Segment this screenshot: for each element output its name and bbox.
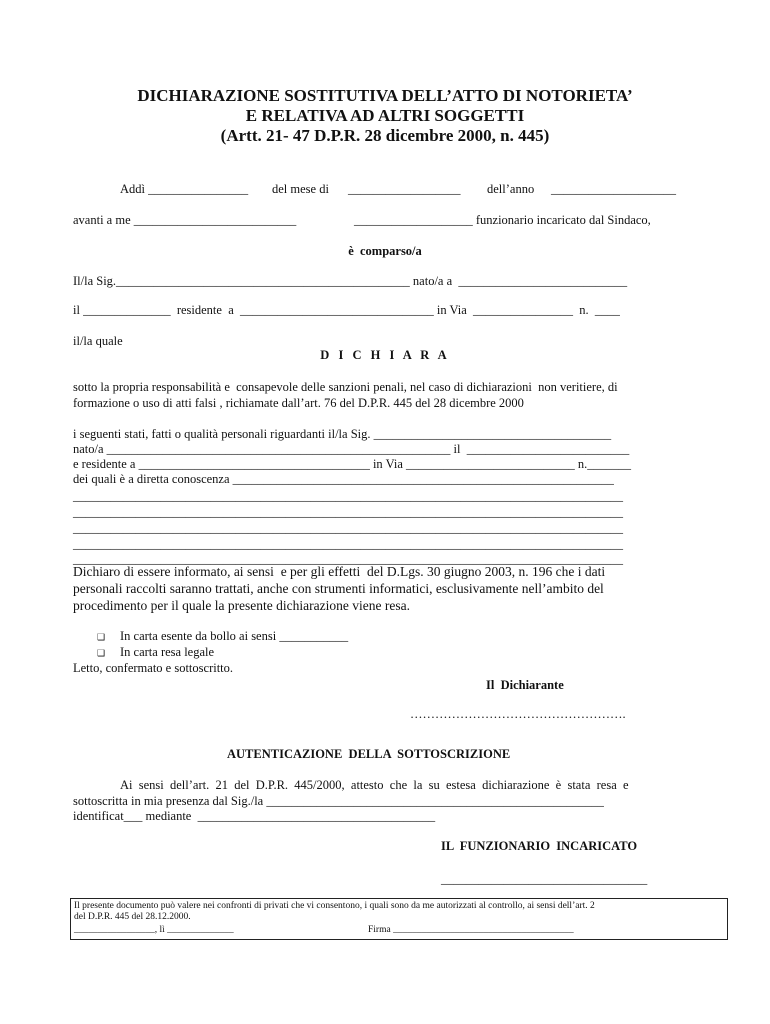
autenticazione-line1: Ai sensi dell’art. 21 del D.P.R. 445/2000, attesto che la su estesa dichiarazione è stata resa e: [120, 778, 629, 792]
autenticazione-line3: identificat___ mediante ______________________________________: [73, 809, 436, 823]
blank-line: ________________________________________________________________________________________: [73, 489, 623, 503]
addi-field: Addì ________________: [120, 182, 249, 196]
footer-line2: del D.P.R. 445 del 28.12.2000.: [74, 912, 191, 922]
stati-line1: i seguenti stati, fatti o qualità personali riguardanti il/la Sig. ______________________________________: [73, 427, 612, 441]
blank-line: ________________________________________________________________________________________: [73, 521, 623, 535]
dichiara-heading: D I C H I A R A: [320, 348, 450, 362]
funzionario-signature-line: _________________________________: [441, 872, 648, 886]
funzionario-label: IL FUNZIONARIO INCARICATO: [441, 839, 638, 853]
sig-nato-line: Il/la Sig._______________________________________________ nato/a a ___________________________: [73, 274, 628, 288]
privacy-line2: personali raccolti saranno trattati, anche con strumenti informatici, esclusivamente nell’ambito del: [73, 581, 604, 596]
il-la-quale: il/la quale: [73, 334, 123, 348]
privacy-line1: Dichiaro di essere informato, ai sensi e per gli effetti del D.Lgs. 30 giugno 2003, n. 196 che i dati: [73, 564, 606, 579]
autenticazione-line2: sottoscritta in mia presenza dal Sig./la ______________________________________________________: [73, 794, 604, 808]
mese-blank: __________________: [348, 182, 461, 196]
autenticazione-title: AUTENTICAZIONE DELLA SOTTOSCRIZIONE: [227, 747, 511, 761]
checkbox-icon[interactable]: ❑: [97, 648, 106, 658]
blank-line: ________________________________________________________________________________________: [73, 537, 623, 551]
footer-line1: Il presente documento può valere nei confronti di privati che vi consentono, i quali sono da me autorizzati al controllo, ai sensi dell’art. 2: [74, 901, 595, 911]
option-bollo: In carta esente da bollo ai sensi ___________: [120, 629, 349, 643]
doc-title-line1: DICHIARAZIONE SOSTITUTIVA DELL’ATTO DI NOTORIETA’: [137, 86, 633, 105]
footer-firma: Firma ______________________________________: [368, 925, 574, 935]
anno-label: dell’anno: [487, 182, 535, 196]
stati-line3: e residente a _____________________________________ in Via ___________________________ n._______: [73, 457, 632, 471]
stati-line2: nato/a _______________________________________________________ il __________________________: [73, 442, 630, 456]
funzionario-field: ___________________ funzionario incaricato dal Sindaco,: [354, 213, 651, 227]
mese-label: del mese di: [272, 182, 329, 196]
dichiarante-label: Il Dichiarante: [486, 678, 564, 692]
privacy-line3: procedimento per il quale la presente dichiarazione viene resa.: [73, 598, 410, 613]
dichiarante-signature-line: …………………………………………….: [410, 707, 626, 721]
doc-title-line3: (Artt. 21- 47 D.P.R. 28 dicembre 2000, n. 445): [220, 126, 550, 145]
anno-blank: ____________________: [551, 182, 676, 196]
responsabilita-line2: formazione o uso di atti falsi , richiamate dall’art. 76 del D.P.R. 445 del 28 dicembre 2000: [73, 396, 524, 410]
letto-confermato: Letto, confermato e sottoscritto.: [73, 661, 234, 675]
comparso-heading: è comparso/a: [348, 244, 422, 258]
stati-line4: dei quali è a diretta conoscenza _____________________________________________________________: [73, 472, 614, 486]
footer-place-date: _________________, lì ______________: [74, 925, 234, 935]
doc-title-line2: E RELATIVA AD ALTRI SOGGETTI: [245, 106, 525, 125]
footer-notice-box: [70, 898, 728, 940]
blank-line: ________________________________________________________________________________________: [73, 505, 623, 519]
responsabilita-line1: sotto la propria responsabilità e consapevole delle sanzioni penali, nel caso di dichiarazioni non veritiere, di: [73, 380, 618, 394]
blank-line: ________________________________________________________________________________________: [73, 552, 623, 566]
il-residente-line: il ______________ residente a _______________________________ in Via ________________ n. ____: [73, 303, 620, 317]
option-carta-legale: In carta resa legale: [120, 645, 215, 659]
avanti-field: avanti a me __________________________: [73, 213, 297, 227]
checkbox-icon[interactable]: ❑: [97, 632, 106, 642]
